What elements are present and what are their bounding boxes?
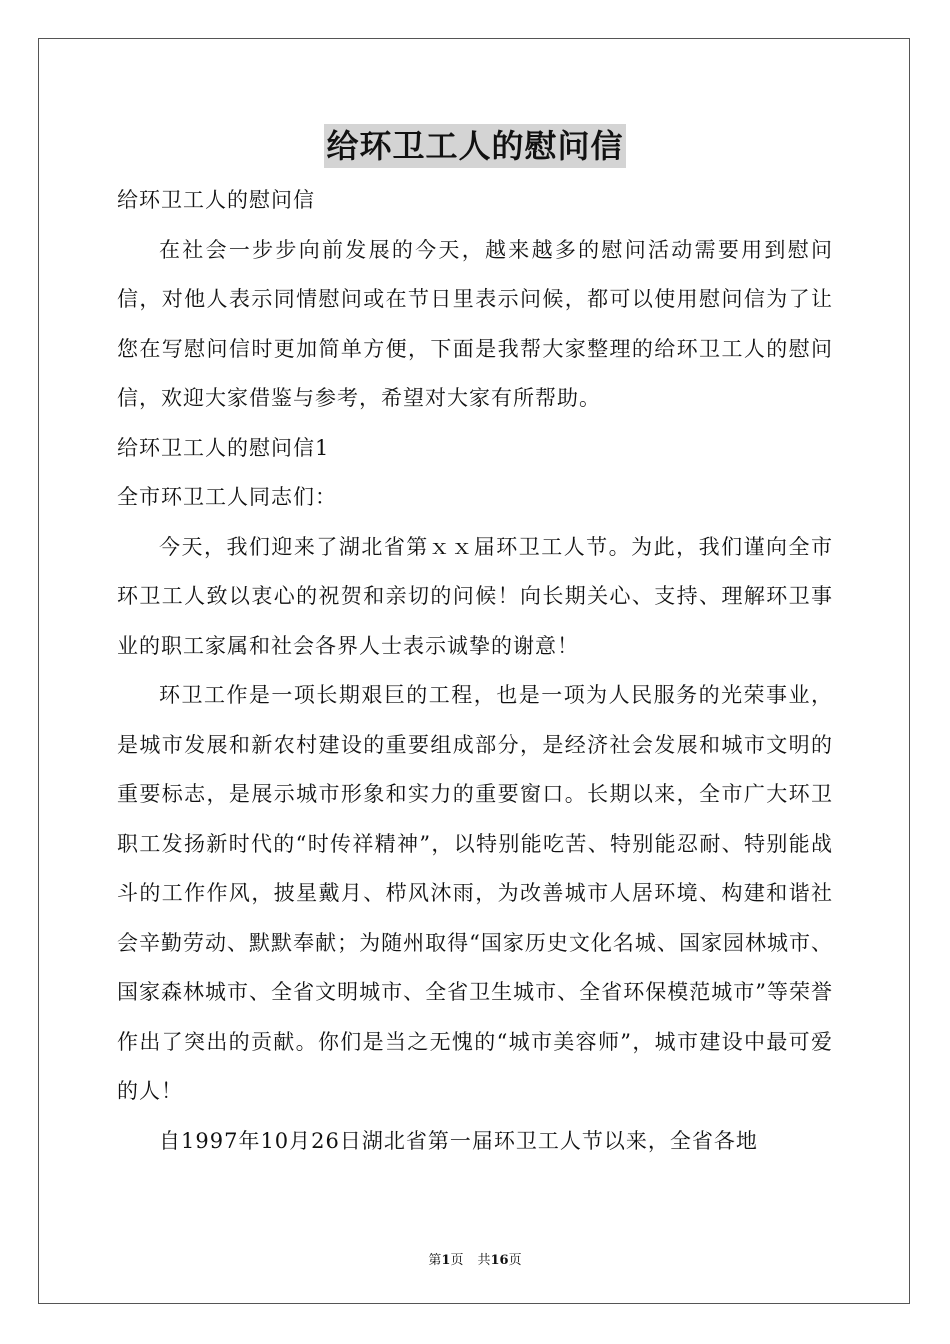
document-title: 给环卫工人的慰问信 [324, 124, 625, 168]
page-prefix: 第 [428, 1253, 442, 1268]
paragraph-greeting: 今天，我们迎来了湖北省第ｘｘ届环卫工人节。为此，我们谨向全市环卫工人致以衷心的祝贺和亲切的问候！向长期关心、支持、理解环卫事业的职工家属和社会各界人士表示诚挚的谢意！ [117, 534, 833, 658]
paragraph-main: 环卫工作是一项长期艰巨的工程，也是一项为人民服务的光荣事业，是城市发展和新农村建设的重要组成部分，是经济社会发展和城市文明的重要标志，是展示城市形象和实力的重要窗口。长期以来，全市广大环卫职工发扬新时代的“时传祥精神”，以特别能吃苦、特别能忍耐、特别能战斗的工作作风，披星戴月、栉风沐雨，为改善城市人居环境、构建和谐社会辛勤劳动、默默奉献；为随州取得“国家历史文化名城、国家园林城市、国家森林城市、全省文明城市、全省卫生城市、全省环保模范城市”等荣誉作出了突出的贡献。你们是当之无愧的“城市美容师”，城市建设中最可爱的人！ [117, 683, 833, 1103]
total-suffix: 页 [508, 1253, 522, 1268]
page-total: 16 [490, 1253, 509, 1268]
paragraph-heading: 给环卫工人的慰问信 [117, 188, 315, 212]
page-current: 1 [441, 1253, 451, 1268]
paragraph-intro: 在社会一步步向前发展的今天，越来越多的慰问活动需要用到慰问信，对他人表示同情慰问或在节日里表示问候，都可以使用慰问信为了让您在写慰问信时更加简单方便，下面是我帮大家整理的给环卫工人的慰问信，欢迎大家借鉴与参考，希望对大家有所帮助。 [117, 237, 833, 410]
paragraph-continued: 自1997年10月26日湖北省第一届环卫工人节以来，全省各地 [159, 1128, 758, 1153]
paragraph-salutation: 全市环卫工人同志们： [117, 485, 337, 509]
title-container [0, 124, 950, 168]
paragraph-letter-title: 给环卫工人的慰问信1 [117, 435, 330, 460]
total-prefix: 共 [477, 1253, 491, 1268]
page-footer [0, 1249, 950, 1268]
page-suffix: 页 [450, 1253, 464, 1268]
document-body [117, 176, 833, 1166]
